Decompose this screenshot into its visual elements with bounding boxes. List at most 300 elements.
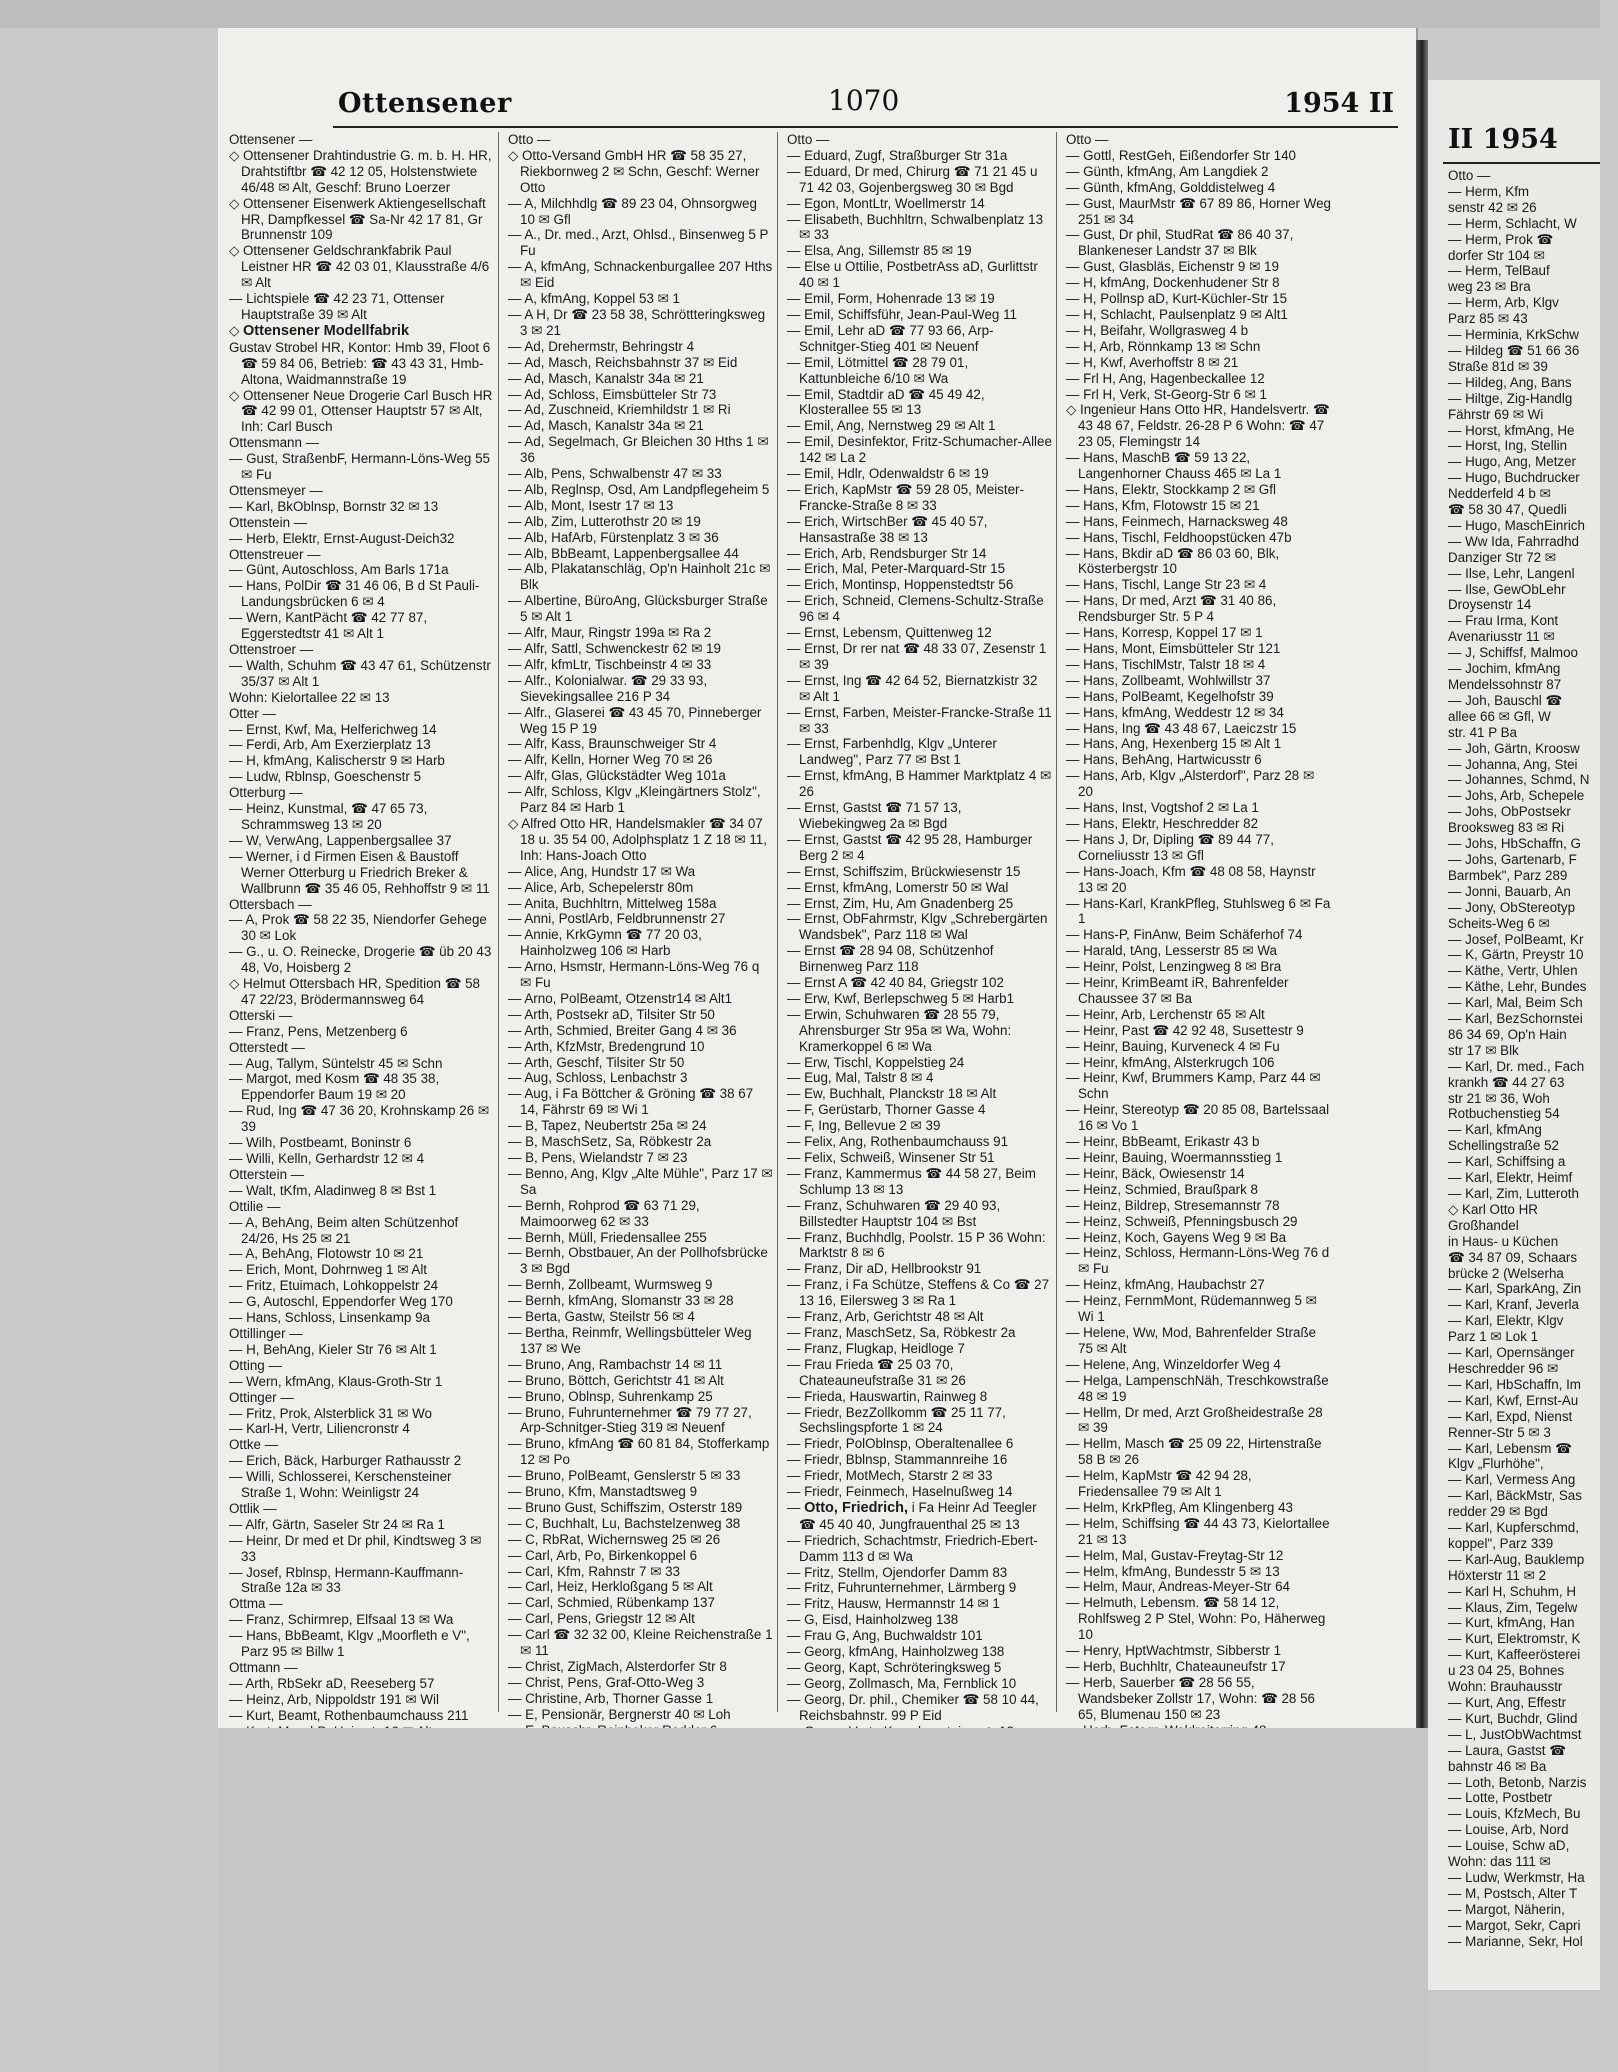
directory-entry: Wohn: Kielortallee 22 ✉ 13: [229, 689, 390, 705]
adjacent-entry: — Karl, Mal, Beim Sch: [1448, 995, 1583, 1011]
directory-entry: Otterstedt —: [229, 1039, 305, 1055]
adjacent-entry: — Karl, Dr. med., Fach: [1448, 1058, 1585, 1074]
directory-entry: — Helm, Mal, Gustav-Freytag-Str 12: [1066, 1547, 1284, 1563]
adjacent-entry: bahnstr 46 ✉ Ba: [1448, 1758, 1547, 1774]
directory-entry: — Heinz, Schmied, Braußpark 8: [1066, 1181, 1259, 1197]
adjacent-entry: str 21 ✉ 36, Woh: [1448, 1090, 1550, 1106]
directory-entry: — Heinz, Bildrep, Stresemannstr 78: [1066, 1197, 1280, 1213]
directory-entry: — B, Tapez, Neubertstr 25a ✉ 24: [508, 1118, 707, 1134]
directory-entry: — H, Beifahr, Wollgrasweg 4 b: [1066, 322, 1249, 338]
scan-top-edge: [0, 0, 1600, 28]
directory-entry: — Werner, i d Firmen Eisen & Baustoff Werner Otterburg u Friedrich Breker & Wallbrunn ☎ 35 46 05, Rehhoffstr 9 ✉ 11: [229, 848, 490, 896]
adjacent-entry: — Kurt, Kaffeerösterei: [1448, 1647, 1581, 1663]
adjacent-entry: — Hildeg ☎ 51 66 36: [1448, 342, 1580, 358]
directory-entry: — Erich, KapMstr ☎ 59 28 05, Meister-Francke-Straße 8 ✉ 33: [787, 481, 1024, 513]
directory-entry: — Ernst, Farben, Meister-Francke-Straße 11 ✉ 33: [787, 704, 1052, 736]
directory-entry: — H, Kwf, Averhoffstr 8 ✉ 21: [1066, 354, 1239, 370]
adjacent-entry: — Kurt, Ang, Effestr: [1448, 1695, 1567, 1710]
directory-entry: — Anita, Buchhltrn, Mittelweg 158a: [508, 895, 717, 911]
directory-entry: — Günth, kfmAng, Am Langdiek 2: [1066, 163, 1269, 179]
adjacent-entry: — Frau Irma, Kont: [1448, 613, 1559, 629]
directory-entry: — Heinz, Schweiß, Pfenningsbusch 29: [1066, 1213, 1298, 1229]
adjacent-entry: — Hugo, MaschEinrich: [1448, 517, 1585, 533]
directory-entry: Ottenstreuer —: [229, 546, 321, 562]
column-4: [1066, 132, 1331, 1722]
directory-entry: — Hans-Joach, Kfm ☎ 48 08 58, Haynstr 13 ✉ 20: [1066, 863, 1316, 895]
adjacent-entry: Droysenstr 14: [1448, 597, 1532, 613]
directory-entry: — Bernh, Zollbeamt, Wurmsweg 9: [508, 1277, 713, 1293]
adjacent-entry: — Karl, Vermess Ang: [1448, 1472, 1576, 1488]
directory-entry: — Willi, Kelln, Gerhardstr 12 ✉ 4: [229, 1151, 425, 1166]
directory-entry: — Josef, Rblnsp, Hermann-Kauffmann-Straße 12a ✉ 33: [229, 1564, 464, 1596]
directory-entry: — Rud, Ing ☎ 47 36 20, Krohnskamp 26 ✉ 39: [229, 1103, 490, 1135]
directory-entry: — Helga, LampenschNäh, Treschkowstraße 48 ✉ 19: [1066, 1372, 1329, 1404]
directory-entry: — Ferdi, Arb, Am Exerzierplatz 13: [229, 737, 431, 753]
directory-entry: — Eduard, Dr med, Chirurg ☎ 71 21 45 u 71 42 03, Gojenbergsweg 30 ✉ Bgd: [787, 163, 1038, 195]
adjacent-page-column: [1448, 168, 1618, 1950]
directory-entry: — Helene, Ww, Mod, Bahrenfelder Straße 75 ✉ Alt: [1066, 1324, 1317, 1356]
adjacent-entry: — Karl, Elektr, Klgv: [1448, 1313, 1564, 1329]
adjacent-entry: Barmbek", Parz 289: [1448, 867, 1568, 883]
adjacent-entry: — Louise, Arb, Nord: [1448, 1822, 1569, 1838]
directory-entry: — Alfr, Gärtn, Saseler Str 24 ✉ Ra 1: [229, 1516, 445, 1532]
directory-entry: — Hans, PolBeamt, Kegelhofstr 39: [1066, 688, 1274, 704]
directory-entry: — Bernh, Müll, Friedensallee 255: [508, 1229, 707, 1245]
directory-entry: — Emil, Stadtdir aD ☎ 45 49 42, Klosterallee 55 ✉ 13: [787, 386, 985, 418]
directory-entry: Otting —: [229, 1357, 282, 1373]
directory-entry: — Carl, Heiz, Herkloßgang 5 ✉ Alt: [508, 1579, 713, 1595]
directory-entry: — Friedr, MotMech, Starstr 2 ✉ 33: [787, 1468, 993, 1484]
directory-entry: — Erich, Arb, Rendsburger Str 14: [787, 545, 987, 561]
directory-entry: — Heinr, Arb, Lerchenstr 65 ✉ Alt: [1066, 1006, 1265, 1022]
directory-entry: — E, Pensionär, Bergnerstr 40 ✉ Loh: [508, 1706, 731, 1722]
adjacent-entry: — Margot, Sekr, Capri: [1448, 1917, 1581, 1933]
directory-entry: — Carl ☎ 32 32 00, Kleine Reichenstraße 1 ✉ 11: [508, 1627, 773, 1659]
directory-entry: — Ernst, Gastst ☎ 42 95 28, Hamburger Berg 2 ✉ 4: [787, 831, 1033, 863]
adjacent-entry: koppel", Parz 339: [1448, 1535, 1554, 1551]
directory-entry: Ottma —: [229, 1596, 283, 1612]
column-3: [787, 132, 1052, 1723]
adjacent-entry: — Horst, Ing, Stellin: [1448, 438, 1568, 454]
directory-entry: — Heinr, Bauing, Kurveneck 4 ✉ Fu: [1066, 1038, 1280, 1054]
adjacent-entry: krankh ☎ 44 27 63: [1448, 1074, 1565, 1090]
directory-entry: — Hans, Kfm, Flotowstr 15 ✉ 21: [1066, 497, 1260, 513]
adjacent-entry: — Herm, Kfm: [1448, 183, 1530, 199]
adjacent-entry: ☎ 58 30 47, Quedli: [1448, 502, 1567, 518]
directory-entry: Ottke —: [229, 1437, 279, 1453]
adjacent-entry: — Karl, Elektr, Heimf: [1448, 1170, 1573, 1186]
directory-entry: — Alfr, Schloss, Klgv „Kleingärtners Stolz", Parz 84 ✉ Harb 1: [508, 784, 761, 816]
directory-entry: — Bernh, Obstbauer, An der Pollhofsbrücke 3 ✉ Bgd: [508, 1245, 768, 1277]
directory-entry: — G., u. O. Reinecke, Drogerie ☎ üb 20 43 48, Vo, Hoisberg 2: [229, 944, 492, 976]
directory-entry: — Alice, Arb, Schepelerstr 80m: [508, 879, 694, 895]
directory-entry: — Frieda, Hauswartin, Rainweg 8: [787, 1388, 988, 1404]
adjacent-entry: — Ilse, GewObLehr: [1448, 581, 1566, 597]
directory-entry: — Hans, TischlMstr, Talstr 18 ✉ 4: [1066, 656, 1266, 672]
column-divider: [1056, 132, 1057, 1712]
directory-entry: — Harald, tAng, Lesserstr 85 ✉ Wa: [1066, 943, 1277, 959]
directory-entry: — Heinz, Koch, Gayens Weg 9 ✉ Ba: [1066, 1229, 1287, 1245]
directory-entry: — Gust, Glasbläs, Eichenstr 9 ✉ 19: [1066, 259, 1279, 275]
directory-entry: — Hans, Ing ☎ 43 48 67, Laeiczstr 15: [1066, 720, 1297, 736]
directory-entry: — A, BehAng, Flotowstr 10 ✉ 21: [229, 1246, 424, 1262]
directory-entry: — Alfr, Kelln, Horner Weg 70 ✉ 26: [508, 752, 713, 768]
directory-entry: Otterburg —: [229, 785, 303, 801]
directory-entry: Otto —: [787, 132, 830, 147]
directory-entry: — B, MaschSetz, Sa, Röbkestr 2a: [508, 1134, 712, 1150]
directory-entry: — Erw, Tischl, Koppelstieg 24: [787, 1054, 965, 1070]
directory-entry: — Alb, Pens, Schwalbenstr 47 ✉ 33: [508, 466, 722, 482]
directory-entry: Ottensmeyer —: [229, 482, 323, 498]
adjacent-entry: — Karl H, Schuhm, H: [1448, 1583, 1576, 1599]
directory-entry: — Karl, BkOblnsp, Bornstr 32 ✉ 13: [229, 498, 439, 514]
directory-entry: — Ernst A ☎ 42 40 84, Griegstr 102: [787, 975, 1004, 991]
directory-entry: — Otto, Friedrich, i Fa Heinr Ad Teegler ☎ 45 40 40, Jungfrauenthal 25 ✉ 13: [787, 1499, 1037, 1532]
directory-entry: Ottersbach —: [229, 896, 312, 912]
adjacent-entry: — Hildeg, Ang, Bans: [1448, 374, 1572, 390]
directory-entry: — F, Gerüstarb, Thorner Gasse 4: [787, 1102, 986, 1118]
adjacent-entry: Otto —: [1448, 168, 1491, 183]
directory-entry: — Helene, Ang, Winzeldorfer Weg 4: [1066, 1356, 1281, 1372]
directory-entry: Ottensener —: [229, 132, 313, 147]
directory-entry: — Franz, Arb, Gerichtstr 48 ✉ Alt: [787, 1309, 984, 1325]
directory-entry: — Heinz, FernmMont, Rüdemannweg 5 ✉ Wi 1: [1066, 1293, 1317, 1325]
directory-entry: — Franz, Pens, Metzenberg 6: [229, 1023, 408, 1039]
directory-entry: — Erwin, Schuhwaren ☎ 28 55 79, Ahrensburger Str 95a ✉ Wa, Wohn: Kramerkoppel 6 ✉ Wa: [787, 1006, 1012, 1054]
directory-entry: — Alb, Plakatanschläg, Op'n Hainholt 21c ✉ Blk: [508, 561, 771, 593]
adjacent-entry: in Haus- u Küchen: [1448, 1233, 1559, 1249]
adjacent-entry: Fährstr 69 ✉ Wi: [1448, 406, 1544, 422]
directory-entry: — H, kfmAng, Kalischerstr 9 ✉ Harb: [229, 753, 445, 769]
directory-entry: — Aug, Schloss, Lenbachstr 3: [508, 1070, 688, 1086]
directory-entry: — Franz, Kammermus ☎ 44 58 27, Beim Schlump 13 ✉ 13: [787, 1165, 1036, 1197]
directory-entry: — Günt, Autoschloss, Am Barls 171a: [229, 562, 449, 578]
directory-entry: — Bruno Gust, Schiffszim, Osterstr 189: [508, 1499, 743, 1515]
directory-entry: — Arth, RbSekr aD, Reeseberg 57: [229, 1675, 435, 1691]
directory-entry: — Willi, Schlosserei, Kerschensteiner Straße 1, Wohn: Weinligstr 24: [229, 1469, 452, 1501]
page-number: 1070: [828, 84, 900, 117]
directory-entry: — Hans, BehAng, Hartwicusstr 6: [1066, 752, 1262, 768]
directory-entry: — Franz, Buchhdlg, Poolstr. 15 P 36 Wohn: Marktstr 8 ✉ 6: [787, 1229, 1046, 1261]
directory-entry: — A H, Dr ☎ 23 58 38, Schröttteringksweg 3 ✉ 21: [508, 306, 766, 338]
directory-entry: Ottmann —: [229, 1660, 298, 1675]
adjacent-entry: — Hiltge, Zig-Handlg: [1448, 390, 1573, 406]
directory-entry: — Kurt, Beamt, Rothenbaumchauss 211: [229, 1707, 469, 1723]
directory-entry: — Gust, StraßenbF, Hermann-Löns-Weg 55 ✉ Fu: [229, 451, 490, 483]
directory-entry: — Erich, Mont, Dohrnweg 1 ✉ Alt: [229, 1262, 428, 1278]
directory-entry: — Alfr., Kolonialwar. ☎ 29 33 93, Sievekingsallee 216 P 34: [508, 672, 708, 704]
directory-entry: — Hans, Feinmech, Harnacksweg 48: [1066, 513, 1288, 529]
directory-entry: — Gust, Dr phil, StudRat ☎ 86 40 37, Blankeneser Landstr 37 ✉ Blk: [1066, 227, 1294, 259]
directory-entry: — A, Milchhdlg ☎ 89 23 04, Ohnsorgweg 10 ✉ Gfl: [508, 195, 757, 227]
directory-entry: — Arth, Postsekr aD, Tilsiter Str 50: [508, 1006, 715, 1022]
adjacent-entry: — Karl, SparkAng, Zin: [1448, 1281, 1582, 1297]
directory-entry: — Bruno, Ang, Rambachstr 14 ✉ 11: [508, 1356, 723, 1372]
directory-entry: — Bruno, Oblnsp, Suhrenkamp 25: [508, 1388, 713, 1404]
directory-entry: — H, Schlacht, Paulsenplatz 9 ✉ Alt1: [1066, 306, 1288, 322]
directory-entry: — Arno, Hsmstr, Hermann-Löns-Weg 76 q ✉ Fu: [508, 959, 760, 991]
directory-entry: ◇ Ottensener Geldschrankfabrik Paul Leistner HR ☎ 42 03 01, Klausstraße 4/6 ✉ Alt: [229, 243, 490, 291]
directory-entry: — Emil, Hdlr, Odenwaldstr 6 ✉ 19: [787, 466, 989, 482]
directory-entry: Ottilie —: [229, 1198, 281, 1214]
directory-entry: — Alfr, Maur, Ringstr 199a ✉ Ra 2: [508, 625, 712, 641]
directory-entry: — Wilh, Postbeamt, Boninstr 6: [229, 1135, 412, 1151]
directory-entry: — Fritz, Hausw, Hermannstr 14 ✉ 1: [787, 1596, 1000, 1612]
directory-entry: — Arno, PolBeamt, Otzenstr14 ✉ Alt1: [508, 990, 733, 1006]
directory-entry: — Helmuth, Lebensm. ☎ 58 14 12, Rohlfsweg 2 P Stel, Wohn: Po, Häherweg 10: [1066, 1595, 1326, 1643]
directory-entry: — Alb, Reglnsp, Osd, Am Landpflegeheim 5: [508, 481, 770, 497]
adjacent-entry: — Käthe, Vertr, Uhlen: [1448, 963, 1578, 979]
directory-page: [218, 28, 1418, 1728]
directory-entry: — Hans, Inst, Vogtshof 2 ✉ La 1: [1066, 800, 1259, 816]
directory-entry: — Georg, Zollmasch, Ma, Fernblick 10: [787, 1675, 1017, 1691]
directory-entry: — C, RbRat, Wichernsweg 25 ✉ 26: [508, 1531, 721, 1547]
adjacent-entry: Wohn: Brauhausstr: [1448, 1679, 1563, 1695]
directory-entry: ◇ Ottensener Neue Drogerie Carl Busch HR ☎ 42 99 01, Ottenser Hauptstr 57 ✉ Alt, Inh: Carl Busch: [229, 387, 493, 435]
directory-entry: — Alb, HafArb, Fürstenplatz 3 ✉ 36: [508, 529, 719, 545]
adjacent-entry: — Jochim, kfmAng: [1448, 661, 1561, 677]
directory-entry: — Margot, med Kosm ☎ 48 35 38, Eppendorfer Baum 19 ✉ 20: [229, 1071, 440, 1103]
directory-entry: — Helm, Schiffsing ☎ 44 43 73, Kielortallee 21 ✉ 13: [1066, 1515, 1330, 1547]
adjacent-entry: str. 41 P Ba: [1448, 724, 1517, 740]
adjacent-entry: — Johs, Gartenarb, F: [1448, 851, 1577, 867]
adjacent-entry: Klgv „Flurhöhe",: [1448, 1456, 1544, 1472]
directory-entry: — Hellm, Dr med, Arzt Großheidestraße 28 ✉ 39: [1066, 1404, 1323, 1436]
directory-entry: — Bruno, Böttch, Gerichtstr 41 ✉ Alt: [508, 1372, 724, 1388]
adjacent-entry: — Jonni, Bauarb, An: [1448, 883, 1571, 899]
scan-bottom-area: [218, 1728, 1428, 2072]
directory-entry: — Albertine, BüroAng, Glücksburger Straße 5 ✉ Alt 1: [508, 593, 768, 625]
adjacent-entry: — Herm, Arb, Klgv: [1448, 295, 1559, 311]
adjacent-entry: — Lotte, Postbetr: [1448, 1790, 1553, 1806]
directory-entry: — Heinr, Polst, Lenzingweg 8 ✉ Bra: [1066, 959, 1282, 975]
directory-entry: — Erich, Montinsp, Hoppenstedtstr 56: [787, 577, 1014, 593]
adjacent-entry: Heschredder 96 ✉: [1448, 1360, 1559, 1376]
directory-entry: — Aug, i Fa Böttcher & Gröning ☎ 38 67 14, Fährstr 69 ✉ Wi 1: [508, 1086, 754, 1118]
adjacent-entry: Höxterstr 11 ✉ 2: [1448, 1567, 1547, 1583]
adjacent-entry: — Johs, ObPostsekr: [1448, 804, 1571, 820]
directory-entry: — Alfr., Glaserei ☎ 43 45 70, Pinneberger Weg 15 P 19: [508, 704, 762, 736]
directory-entry: ◇ Ottensener Modellfabrik: [229, 322, 410, 339]
adjacent-entry: — Kurt, kfmAng, Han: [1448, 1615, 1575, 1631]
adjacent-entry: — Hugo, Ang, Metzer: [1448, 454, 1577, 470]
directory-entry: — Henry, HptWachtmstr, Sibberstr 1: [1066, 1643, 1282, 1659]
directory-entry: — Hans-P, FinAnw, Beim Schäferhof 74: [1066, 927, 1303, 943]
directory-entry: — Elsa, Ang, Sillemstr 85 ✉ 19: [787, 243, 972, 259]
directory-entry: — Ad, Segelmach, Gr Bleichen 30 Hths 1 ✉ 36: [508, 434, 769, 466]
directory-entry: — Ad, Masch, Kanalstr 34a ✉ 21: [508, 418, 704, 434]
directory-entry: ◇ Otto-Versand GmbH HR ☎ 58 35 27, Riekbornweg 2 ✉ Schn, Geschf: Werner Otto: [508, 147, 760, 195]
adjacent-entry: brücke 2 (Welserha: [1448, 1265, 1564, 1281]
adjacent-entry: Nedderfeld 4 b ✉: [1448, 486, 1551, 502]
directory-entry: — Friedr, BezZollkomm ☎ 25 11 77, Sechslingspforte 1 ✉ 24: [787, 1404, 1006, 1436]
directory-entry: — Felix, Schweiß, Winsener Str 51: [787, 1150, 995, 1165]
adjacent-entry: — Johanna, Ang, Stei: [1448, 756, 1578, 772]
directory-entry: — G, Eisd, Hainholzweg 138: [787, 1612, 959, 1628]
directory-entry: — Hans, Dr med, Arzt ☎ 31 40 86, Rendsburger Str. 5 P 4: [1066, 593, 1277, 625]
directory-entry: — Hans, Arb, Klgv „Alsterdorf", Parz 28 ✉ 20: [1066, 768, 1315, 800]
adjacent-entry: — Ludw, Werkmstr, Ha: [1448, 1869, 1585, 1885]
directory-entry: — Franz, Schirmrep, Elfsaal 13 ✉ Wa: [229, 1612, 454, 1628]
adjacent-page: [1428, 80, 1600, 1990]
directory-entry: — H, Pollnsp aD, Kurt-Küchler-Str 15: [1066, 291, 1288, 307]
directory-entry: — F, Ing, Bellevue 2 ✉ 39: [787, 1118, 941, 1134]
directory-entry: — Frau Frieda ☎ 25 03 70, Chateauneufstraße 31 ✉ 26: [787, 1356, 966, 1388]
directory-entry: — Franz, i Fa Schütze, Steffens & Co ☎ 27 13 16, Eilersweg 3 ✉ Ra 1: [787, 1277, 1050, 1309]
directory-entry: — A, Prok ☎ 58 22 35, Niendorfer Gehege 30 ✉ Lok: [229, 912, 487, 944]
adjacent-entry: — Karl, kfmAng: [1448, 1122, 1542, 1138]
directory-entry: ◇ Alfred Otto HR, Handelsmakler ☎ 34 07 18 u. 35 54 00, Adolphsplatz 1 Z 18 ✉ 11, Inh: Hans-Joach Otto: [508, 815, 767, 863]
adjacent-page-head: II 1954: [1448, 124, 1558, 155]
directory-entry: — Arth, Geschf, Tilsiter Str 50: [508, 1054, 685, 1070]
directory-entry: — Heinz, Kunstmal, ☎ 47 65 73, Schrammsweg 13 ✉ 20: [229, 801, 428, 832]
adjacent-entry: — Herm, Prok ☎: [1448, 231, 1554, 247]
directory-entry: — Karl-H, Vertr, Liliencronstr 4: [229, 1421, 410, 1437]
adjacent-entry: — Karl, Expd, Nienst: [1448, 1408, 1573, 1424]
adjacent-entry: — Louis, KfzMech, Bu: [1448, 1806, 1581, 1822]
adjacent-entry: ☎ 34 87 09, Schaars: [1448, 1249, 1578, 1265]
adjacent-entry: Danziger Str 72 ✉: [1448, 549, 1556, 565]
adjacent-entry: ◇ Karl Otto HR: [1448, 1201, 1538, 1217]
adjacent-entry: — Klaus, Zim, Tegelw: [1448, 1599, 1578, 1615]
directory-entry: — Ernst, kfmAng, B Hammer Marktplatz 4 ✉ 26: [787, 768, 1052, 800]
directory-entry: — Heinr, Kwf, Brummers Kamp, Parz 44 ✉ Schn: [1066, 1070, 1321, 1102]
directory-entry: — Heinz, kfmAng, Haubachstr 27: [1066, 1277, 1265, 1293]
page-running-head-left: Ottensener: [338, 88, 512, 119]
column-1: [229, 132, 494, 1723]
adjacent-entry: Rotbuchenstieg 54: [1448, 1106, 1560, 1122]
directory-entry: — Alfr, Sattl, Schwenckestr 62 ✉ 19: [508, 641, 721, 656]
directory-entry: Gustav Strobel HR, Kontor: Hmb 39, Floot 6 ☎ 59 84 06, Betrieb: ☎ 43 43 31, Hmb-Altona, Waidmannstraße 19: [229, 339, 491, 387]
adjacent-entry: — K, Gärtn, Preystr 10: [1448, 947, 1584, 963]
directory-entry: — W, VerwAng, Lappenbergsallee 37: [229, 832, 452, 848]
directory-entry: — Bernh, kfmAng, Slomanstr 33 ✉ 28: [508, 1293, 734, 1309]
adjacent-entry: — Jony, ObStereotyp: [1448, 899, 1576, 915]
directory-entry: — Elisabeth, Buchhltrn, Schwalbenplatz 13 ✉ 33: [787, 211, 1044, 243]
directory-entry: — Hans, Tischl, Lange Str 23 ✉ 4: [1066, 577, 1267, 593]
directory-entry: — Bruno, Fuhrunternehmer ☎ 79 77 27, Arp-Schnitger-Stieg 319 ✉ Neuenf: [508, 1404, 752, 1436]
adjacent-entry: — Hugo, Buchdrucker: [1448, 470, 1580, 486]
adjacent-entry: — Margot, Näherin,: [1448, 1901, 1565, 1917]
directory-entry: — Heinr, Bäck, Owiesenstr 14: [1066, 1165, 1245, 1181]
directory-entry: — Christ, ZigMach, Alsterdorfer Str 8: [508, 1659, 727, 1674]
directory-entry: — Alfr, Glas, Glückstädter Weg 101a: [508, 768, 726, 784]
directory-entry: — Arth, Schmied, Breiter Gang 4 ✉ 36: [508, 1022, 737, 1038]
adjacent-entry: Straße 81d ✉ 39: [1448, 358, 1548, 374]
directory-entry: — Wern, kfmAng, Klaus-Groth-Str 1: [229, 1373, 443, 1389]
adjacent-entry: redder 29 ✉ Bgd: [1448, 1504, 1548, 1520]
directory-entry: — Hans, Mont, Eimsbütteler Str 121: [1066, 641, 1281, 656]
directory-entry: — Georg, Kapt, Schröteringksweg 5: [787, 1660, 1002, 1675]
directory-entry: Ottensmann —: [229, 435, 320, 451]
adjacent-entry: — Käthe, Lehr, Bundes: [1448, 979, 1587, 995]
directory-entry: — Ernst, Zim, Hu, Am Gnadenberg 25: [787, 895, 1014, 911]
adjacent-entry: allee 66 ✉ Gfl, W: [1448, 708, 1551, 724]
directory-entry: — Frl H, Ang, Hagenbeckallee 12: [1066, 370, 1265, 386]
directory-entry: — Fritz, Stellm, Ojendorfer Damm 83: [787, 1564, 1008, 1580]
directory-entry: — Ernst, Ing ☎ 42 64 52, Biernatzkistr 32 ✉ Alt 1: [787, 672, 1038, 704]
directory-entry: — Franz, Schuhwaren ☎ 29 40 93, Billstedter Hauptstr 104 ✉ Bst: [787, 1197, 1001, 1229]
adjacent-entry: 86 34 69, Op'n Hain: [1448, 1026, 1567, 1042]
directory-entry: — Hans, PolDir ☎ 31 46 06, B d St Pauli-Landungsbrücken 6 ✉ 4: [229, 578, 480, 610]
directory-entry: — Hans, Bkdir aD ☎ 86 03 60, Blk, Kösterbergstr 10: [1066, 545, 1280, 577]
directory-entry: Otter —: [229, 705, 276, 721]
directory-entry: — Hellm, Masch ☎ 25 09 22, Hirtenstraße 58 B ✉ 26: [1066, 1436, 1322, 1468]
directory-entry: — Carl, Arb, Po, Birkenkoppel 6: [508, 1547, 698, 1563]
directory-entry: — Fritz, Prok, Alsterblick 31 ✉ Wo: [229, 1405, 432, 1421]
directory-entry: — Ernst, Kwf, Ma, Helferichweg 14: [229, 721, 437, 737]
directory-entry: — Emil, Schiffsführ, Jean-Paul-Weg 11: [787, 306, 1017, 322]
adjacent-entry: — Kurt, Elektromstr, K: [1448, 1631, 1581, 1647]
directory-entry: Ottenstroer —: [229, 642, 314, 657]
directory-entry: — Alb, Mont, Isestr 17 ✉ 13: [508, 497, 674, 513]
adjacent-entry: — Ilse, Lehr, Langenl: [1448, 565, 1575, 581]
adjacent-entry: — Josef, PolBeamt, Kr: [1448, 931, 1584, 947]
directory-entry: — Emil, Desinfektor, Fritz-Schumacher-Allee 142 ✉ La 2: [787, 434, 1052, 466]
adjacent-entry: — Karl, Kwf, Ernst-Au: [1448, 1392, 1579, 1408]
page-running-head-right: 1954 II: [1284, 88, 1394, 119]
directory-entry: — Emil, Ang, Nernstweg 29 ✉ Alt 1: [787, 418, 996, 434]
directory-entry: — Friedr, Feinmech, Haselnußweg 14: [787, 1484, 1013, 1500]
adjacent-entry: — Johannes, Schmd, N: [1448, 772, 1590, 788]
directory-entry: — G, Autoschl, Eppendorfer Weg 170: [229, 1294, 453, 1310]
directory-entry: — Benno, Ang, Klgv „Alte Mühle", Parz 17 ✉ Sa: [508, 1165, 773, 1197]
adjacent-entry: — Karl, Zim, Lutteroth: [1448, 1186, 1579, 1201]
directory-entry: — Heinr, kfmAng, Alsterkrugch 106: [1066, 1054, 1275, 1070]
header-rule: [333, 126, 1398, 128]
directory-entry: — Ernst, Farbenhdlg, Klgv „Unterer Landweg", Parz 77 ✉ Bst 1: [787, 736, 997, 768]
directory-entry: — Ernst, ObFahrmstr, Klgv „Schrebergärten Wandsbek", Parz 118 ✉ Wal: [787, 911, 1048, 943]
adjacent-entry: Wohn: das 111 ✉: [1448, 1854, 1551, 1870]
directory-entry: — Anni, PostlArb, Feldbrunnenstr 27: [508, 911, 726, 927]
directory-entry: ◇ Ingenieur Hans Otto HR, Handelsvertr. ☎ 43 48 67, Feldstr. 26-28 P 6 Wohn: ☎ 47 23 05, Flemingstr 14: [1066, 402, 1330, 450]
directory-entry: — Ad, Schloss, Eimsbütteler Str 73: [508, 386, 717, 402]
directory-entry: — Carl, Schmied, Rübenkamp 137: [508, 1595, 715, 1611]
adjacent-entry: — Ww Ida, Fahrradhd: [1448, 533, 1579, 549]
directory-entry: — Ernst, kfmAng, Lomerstr 50 ✉ Wal: [787, 879, 1009, 895]
directory-entry: — Herb, Elektr, Ernst-August-Deich32: [229, 530, 455, 546]
directory-entry: — Heinz, Arb, Nippoldstr 191 ✉ Wil: [229, 1691, 439, 1707]
directory-entry: — Wern, KantPächt ☎ 42 77 87, Eggerstedtstr 41 ✉ Alt 1: [229, 610, 428, 642]
adjacent-entry: — Herm, Schlacht, W: [1448, 215, 1577, 231]
directory-entry: — Felix, Ang, Rothenbaumchauss 91: [787, 1134, 1009, 1150]
directory-entry: Ottlik —: [229, 1500, 277, 1516]
directory-entry: — Ad, Zuschneid, Kriemhildstr 1 ✉ Ri: [508, 402, 731, 418]
directory-entry: — Franz, MaschSetz, Sa, Röbkestr 2a: [787, 1324, 1016, 1340]
column-2: [508, 132, 773, 1722]
directory-entry: — Erich, WirtschBer ☎ 45 40 57, Hansastraße 38 ✉ 13: [787, 513, 988, 545]
directory-entry: — Franz, Dir aD, Hellbrookstr 91: [787, 1261, 982, 1277]
directory-entry: — Friedr, PolOblnsp, Oberaltenallee 6: [787, 1436, 1014, 1452]
adjacent-entry: — M, Postsch, Alter T: [1448, 1885, 1578, 1901]
directory-entry: ◇ Ottensener Drahtindustrie G. m. b. H. HR, Drahtstiftbr ☎ 42 12 05, Holstenstwiete 46/48 ✉ Alt, Geschf: Bruno Loerzer: [229, 147, 492, 195]
directory-entry: — Alfr, kfmLtr, Tischbeinstr 4 ✉ 33: [508, 656, 712, 672]
column-divider: [777, 132, 778, 1712]
directory-entry: — Alb, BbBeamt, Lappenbergsallee 44: [508, 545, 739, 561]
directory-entry: — Hans, Tischl, Feldhoopstücken 47b: [1066, 529, 1292, 545]
adjacent-entry: dorfer Str 104 ✉: [1448, 247, 1545, 263]
directory-entry: — Georg, Dr. phil., Chemiker ☎ 58 10 44, Reichsbahnstr. 99 P Eid: [787, 1691, 1039, 1723]
directory-entry: — Hans, BbBeamt, Klgv „Moorfleth e V", Parz 95 ✉ Billw 1: [229, 1628, 470, 1660]
directory-entry: — Heinr, Stereotyp ☎ 20 85 08, Bartelssaal 16 ✉ Vo 1: [1066, 1102, 1330, 1134]
directory-entry: — Frau G, Ang, Buchwaldstr 101: [787, 1628, 983, 1644]
directory-entry: — Hans, Ang, Hexenberg 15 ✉ Alt 1: [1066, 736, 1282, 752]
directory-entry: — Christ, Pens, Graf-Otto-Weg 3: [508, 1674, 705, 1690]
directory-entry: — Fritz, Etuimach, Lohkoppelstr 24: [229, 1278, 439, 1294]
directory-entry: — Ad, Masch, Kanalstr 34a ✉ 21: [508, 370, 704, 386]
directory-entry: — H, kfmAng, Dockenhudener Str 8: [1066, 275, 1280, 291]
directory-entry: — Helm, KrkPfleg, Am Klingenberg 43: [1066, 1499, 1293, 1515]
